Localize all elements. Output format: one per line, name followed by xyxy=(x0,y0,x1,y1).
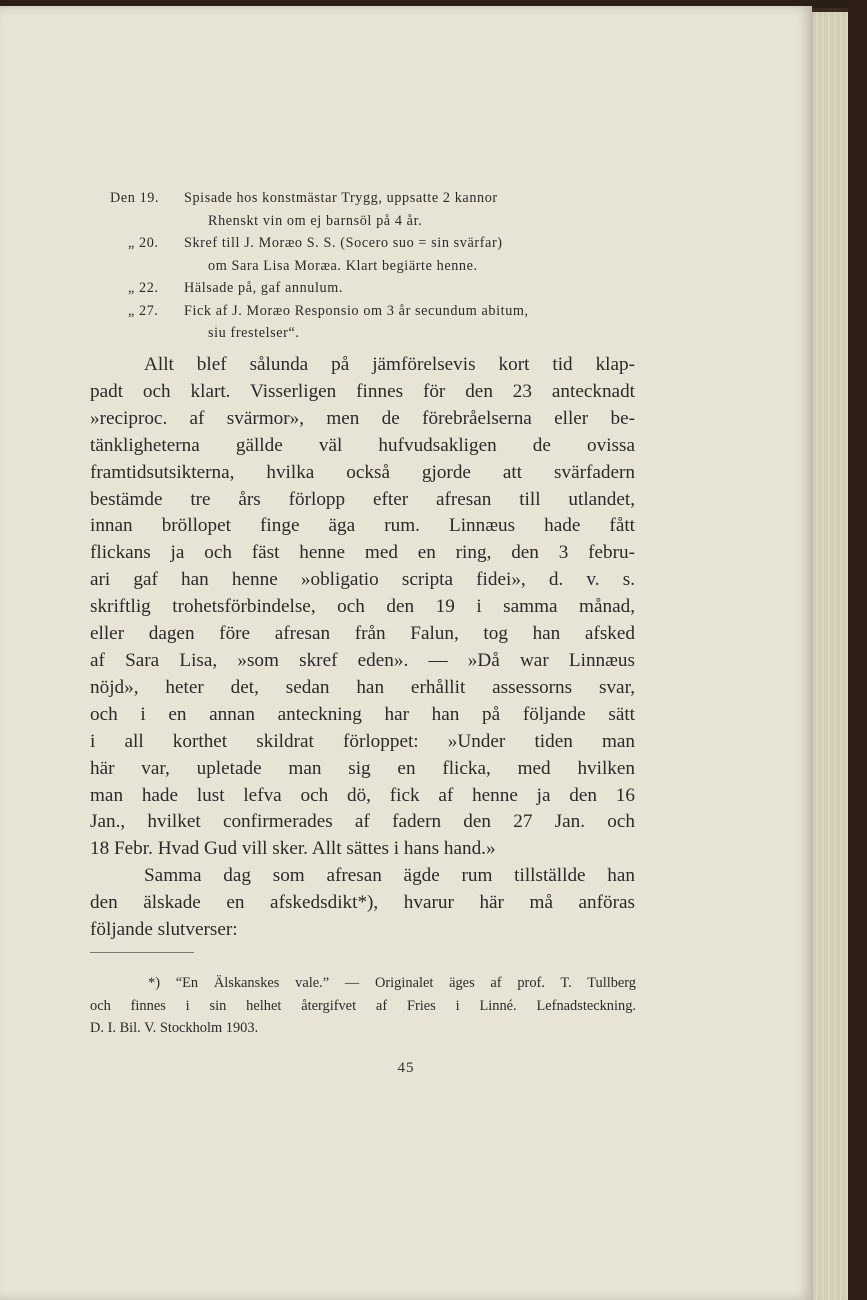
body-line: af Sara Lisa, »som skref eden». — »Då war Linnæus xyxy=(90,649,635,671)
body-line: tänkligheterna gällde väl hufvudsakligen de ovissa xyxy=(90,434,635,456)
body-line: »reciproc. af svärmor», men de förebråelserna eller be- xyxy=(90,407,635,429)
page-number: 45 xyxy=(397,1060,415,1076)
body-line: bestämde tre års förlopp efter afresan till utlandet, xyxy=(90,488,635,510)
footnote-line: och finnes i sin helhet återgifvet af Fries i Linné. Lefnadsteckning. xyxy=(90,997,636,1014)
body-line: här var, upletade man sig en flicka, med hvilken xyxy=(90,757,635,779)
entry-text: Skref till J. Moræo S. S. (Socero suo = sin svärfar) xyxy=(184,235,503,251)
entry-date: „ 20. xyxy=(128,235,159,251)
page-stack-edge xyxy=(812,12,849,1300)
diary-entry xyxy=(128,277,660,300)
entry-text: Hälsade på, gaf annulum. xyxy=(184,280,343,296)
footnote xyxy=(90,972,636,1040)
entry-date: „ 22. xyxy=(128,280,159,296)
body-line: padt och klart. Visserligen finnes för den 23 antecknadt xyxy=(90,380,635,402)
entry-text: om Sara Lisa Moræa. Klart begiärte henne. xyxy=(208,257,478,274)
diary-entries xyxy=(110,187,660,345)
body-line: och i en annan anteckning har han på följande sätt xyxy=(90,703,635,725)
entry-text: Fick af J. Moræo Responsio om 3 år secundum abitum, xyxy=(184,302,529,319)
body-paragraphs xyxy=(90,352,635,944)
body-line: Samma dag som afresan ägde rum tillställde han xyxy=(144,865,635,887)
body-line: nöjd», heter det, sedan han erhållit assessorns svar, xyxy=(90,676,635,698)
body-line: i all korthet skildrat förloppet: »Under tiden man xyxy=(90,730,635,752)
entry-date: Den 19. xyxy=(110,190,160,206)
entry-text: Spisade hos konstmästar Trygg, uppsatte 2 kannor xyxy=(184,190,498,206)
body-line: skriftlig trohetsförbindelse, och den 19 i samma månad, xyxy=(90,596,635,618)
body-line: flickans ja och fäst henne med en ring, den 3 febru- xyxy=(90,542,635,564)
diary-entry xyxy=(128,300,660,345)
body-line: följande slutverser: xyxy=(90,919,238,941)
entry-date: „ 27. xyxy=(128,302,159,319)
entry-text: siu frestelser“. xyxy=(208,325,300,341)
footnote-divider xyxy=(90,952,194,953)
body-line: eller dagen före afresan från Falun, tog han afsked xyxy=(90,623,635,645)
body-line: innan bröllopet finge äga rum. Linnæus hade fått xyxy=(90,515,635,537)
footnote-line: *) “En Älskanskes vale.” — Originalet äges af prof. T. Tullberg xyxy=(148,975,636,991)
entry-text: Rhenskt vin om ej barnsöl på 4 år. xyxy=(208,212,423,229)
body-line: Jan., hvilket confirmerades af fadern den 27 Jan. och xyxy=(90,811,635,833)
diary-entry xyxy=(110,187,660,232)
body-line: framtidsutsikterna, hvilka också gjorde att svärfadern xyxy=(90,461,635,483)
footnote-line: D. I. Bil. V. Stockholm 1903. xyxy=(90,1020,259,1036)
book-cover-edge xyxy=(848,0,867,1300)
book-page xyxy=(0,6,812,1300)
body-line: ari gaf han henne »obligatio scripta fidei», d. v. s. xyxy=(90,569,635,591)
diary-entry xyxy=(128,232,660,277)
body-line: Allt blef sålunda på jämförelsevis kort tid klap- xyxy=(144,354,635,375)
body-line: man hade lust lefva och dö, fick af henne ja den 16 xyxy=(90,784,635,806)
body-line: den älskade en afskedsdikt*), hvarur här må anföras xyxy=(90,892,635,914)
body-line: 18 Febr. Hvad Gud vill sker. Allt sättes i hans hand.» xyxy=(90,838,496,860)
